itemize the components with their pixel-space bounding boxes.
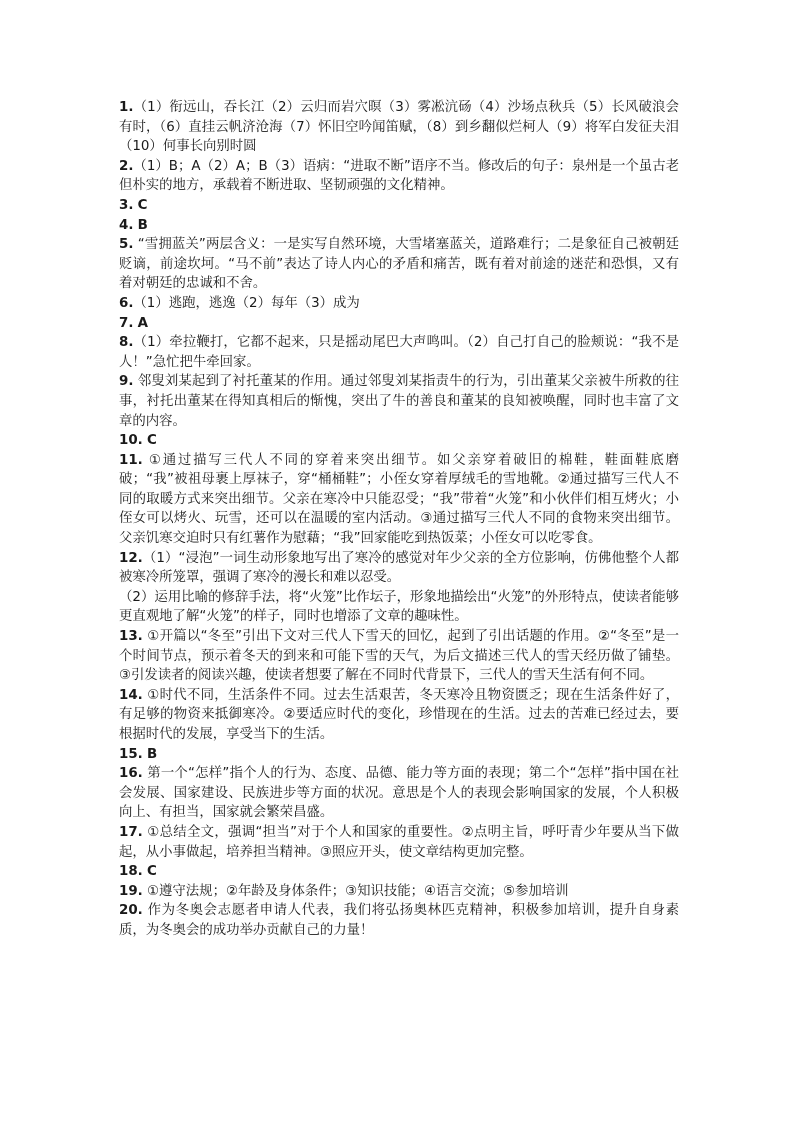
answer-number: 11.	[119, 452, 143, 468]
answer-text: B	[147, 746, 158, 762]
answer-text: A	[137, 315, 149, 331]
answer-number: 2.	[119, 158, 134, 174]
answer-item	[119, 764, 679, 823]
answer-item	[119, 549, 679, 588]
answer-number: 12.	[119, 550, 143, 566]
answer-item	[119, 372, 679, 431]
answer-item	[119, 235, 679, 294]
answer-number: 7.	[119, 315, 134, 331]
answer-number: 4.	[119, 217, 134, 233]
answer-text: 第一个“怎样”指个人的行为、态度、品德、能力等方面的表现；第二个“怎样”指中国在社会发展、国家建设、民族进步等方面的状况。意思是个人的表现会影响国家的发展，个人积极向上、有担当，国家就会繁荣昌盛。	[119, 766, 680, 821]
answer-text: （1）逃跑，逃逸（2）每年（3）成为	[133, 295, 360, 311]
answer-text: ①时代不同，生活条件不同。过去生活艰苦，冬天寒冷且物资匮乏；现在生活条件好了，有足够的物资来抵御寒冷。②要适应时代的变化，珍惜现在的生活。过去的苦难已经过去，要根据时代的发展，享受当下的生活。	[119, 687, 679, 742]
answer-item	[119, 451, 679, 549]
answer-number: 18.	[119, 864, 143, 880]
answer-item	[119, 862, 679, 882]
answer-item	[119, 745, 679, 765]
answer-number: 10.	[119, 433, 143, 449]
answer-number: 16.	[119, 766, 143, 782]
answer-text: （1）B；A（2）A；B（3）语病：“进取不断”语序不当。修改后的句子：泉州是一个虽古老但朴实的地方，承载着不断进取、坚韧顽强的文化精神。	[119, 158, 679, 194]
answer-number: 8.	[119, 335, 134, 351]
answer-text: （1）衔远山，吞长江（2）云归而岩穴暝（3）雾凇沆砀（4）沙场点秋兵（5）长风破浪会有时，（6）直挂云帆济沧海（7）怀旧空吟闻笛赋，（8）到乡翻似烂柯人（9）将军白发征夫泪（10）何事长向别时圆	[119, 100, 679, 155]
answer-number: 1.	[119, 100, 134, 115]
answer-number: 6.	[119, 295, 134, 311]
answer-key	[119, 98, 679, 941]
answer-text: （2）运用比喻的修辞手法，将“火笼”比作坛子，形象地描绘出“火笼”的外形特点，使读者能够更直观地了解“火笼”的样子，同时也增添了文章的趣味性。	[119, 589, 679, 625]
answer-text: C	[147, 864, 157, 880]
answer-number: 5.	[119, 237, 134, 253]
answer-text: （1）“浸泡”一词生动形象地写出了寒冷的感觉对年少父亲的全方位影响，仿佛他整个人都被寒冷所笼罩，强调了寒冷的漫长和难以忍受。	[119, 550, 679, 586]
answer-text: 邻叟刘某起到了衬托董某的作用。通过邻叟刘某指责牛的行为，引出董某父亲被牛所救的往事，衬托出董某在得知真相后的惭愧，突出了牛的善良和董某的良知被唤醒，同时也丰富了文章的内容。	[119, 374, 679, 429]
answer-number: 3.	[119, 197, 134, 213]
answer-item	[119, 216, 679, 236]
answer-text: （1）牵拉鞭打，它都不起来，只是摇动尾巴大声鸣叫。（2）自己打自己的脸颊说：“我不是人！”急忙把牛牵回家。	[119, 335, 679, 370]
answer-number: 20.	[119, 903, 143, 919]
answer-item	[119, 333, 679, 372]
answer-item	[119, 588, 679, 627]
answer-number: 17.	[119, 824, 143, 840]
answer-text: 作为冬奥会志愿者申请人代表，我们将弘扬奥林匹克精神，积极参加培训，提升自身素质，为冬奥会的成功举办贡献自己的力量！	[119, 903, 679, 938]
answer-item	[119, 882, 679, 902]
answer-text: ①遵守法规；②年龄及身体条件；③知识技能；④语言交流；⑤参加培训	[147, 883, 569, 899]
answer-number: 13.	[119, 629, 143, 645]
answer-number: 19.	[119, 883, 143, 899]
answer-number: 9.	[119, 374, 134, 390]
answer-text: C	[137, 197, 148, 213]
answer-number: 15.	[119, 746, 143, 762]
answer-number: 14.	[119, 687, 143, 703]
answer-item	[119, 98, 679, 157]
answer-item	[119, 627, 679, 686]
answer-item	[119, 196, 679, 216]
answer-item	[119, 823, 679, 862]
answer-item	[119, 901, 679, 940]
answer-item	[119, 294, 679, 314]
answer-item	[119, 431, 679, 451]
answer-item	[119, 157, 679, 196]
answer-text: “雪拥蓝关”两层含义：一是实写自然环境，大雪堵塞蓝关，道路难行；二是象征自己被朝廷贬谪，前途坎坷。“马不前”表达了诗人内心的矛盾和痛苦，既有着对前途的迷茫和恐惧，又有着对朝廷的忠诚和不舍。	[119, 237, 679, 292]
answer-text: B	[137, 217, 148, 233]
answer-text: ①通过描写三代人不同的穿着来突出细节。如父亲穿着破旧的棉鞋，鞋面鞋底磨破；“我”被祖母裹上厚袜子，穿“桶桶鞋”；小侄女穿着厚绒毛的雪地靴。②通过描写三代人不同的取暖方式来突出细节。父亲在寒冷中只能忍受；“我”带着“火笼”和小伙伴们相互烤火；小侄女可以烤火、玩雪，还可以在温暖的室内活动。③通过描写三代人不同的食物来突出细节。父亲饥寒交迫时只有红薯作为慰藉；“我”回家能吃到热饭菜；小侄女可以吃零食。	[119, 452, 679, 547]
answer-item	[119, 686, 679, 745]
answer-item	[119, 314, 679, 334]
answer-text: ①总结全文，强调“担当”对于个人和国家的重要性。②点明主旨，呼吁青少年要从当下做起，从小事做起，培养担当精神。③照应开头，使文章结构更加完整。	[119, 824, 679, 860]
answer-text: ①开篇以“冬至”引出下文对三代人下雪天的回忆，起到了引出话题的作用。②“冬至”是一个时间节点，预示着冬天的到来和可能下雪的天气，为后文描述三代人的雪天经历做了铺垫。③引发读者的阅读兴趣，使读者想要了解在不同时代背景下，三代人的雪天生活有何不同。	[119, 629, 679, 684]
answer-text: C	[147, 433, 157, 449]
